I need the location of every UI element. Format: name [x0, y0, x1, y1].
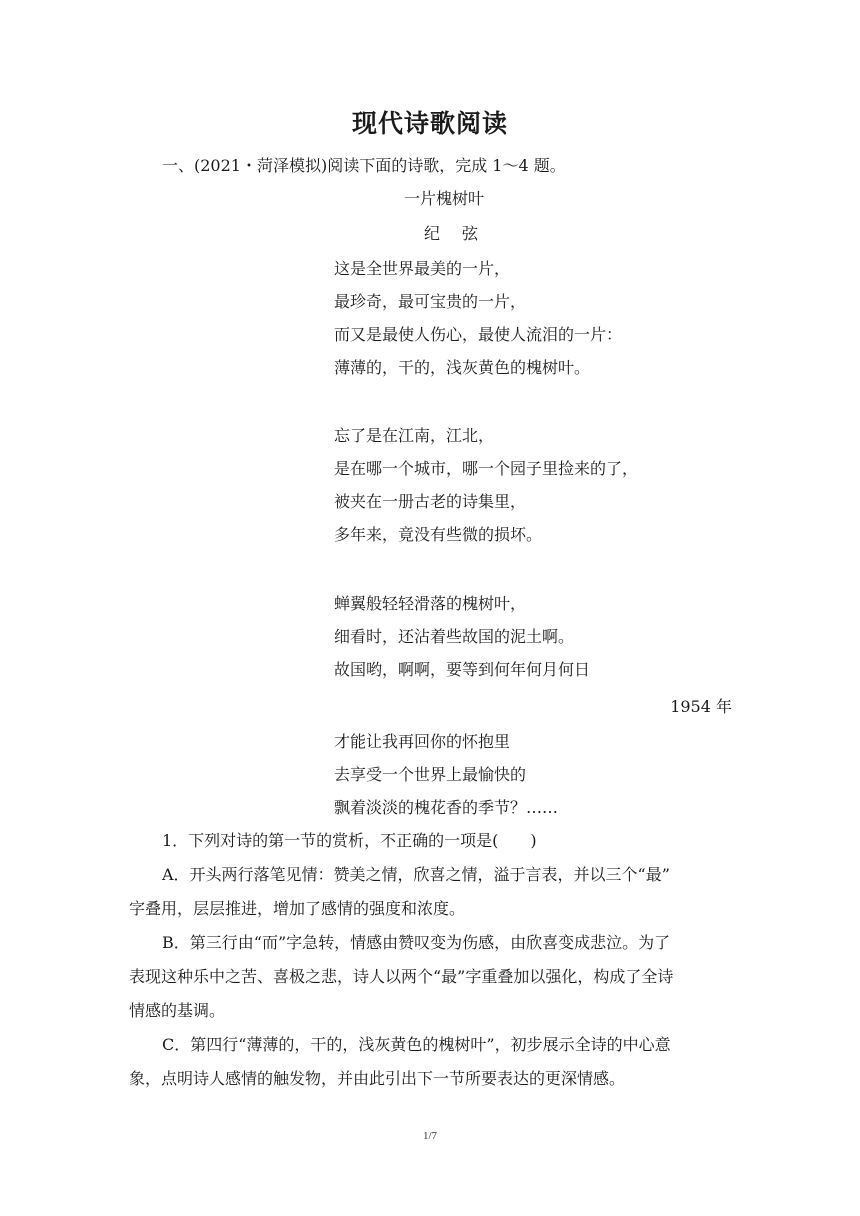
poem-author [424, 222, 478, 246]
poem-line: 薄薄的，干的，浅灰黄色的槐树叶。 [334, 358, 591, 377]
poem-title: 一片槐树叶 [404, 189, 485, 208]
question-intro: 一、(2021・菏泽模拟)阅读下面的诗歌，完成 1～4 题。 [162, 156, 566, 175]
poem-line: 故国哟，啊啊，要等到何年何月何日 [334, 660, 591, 679]
question-stem: 1．下列对诗的第一节的赏析，不正确的一项是( ) [162, 831, 537, 850]
poem-line: 去享受一个世界上最愉快的 [334, 765, 527, 784]
page-number: 1/7 [422, 1130, 438, 1142]
option-b-line: 情感的基调。 [129, 1001, 226, 1020]
poem-line: 才能让我再回你的怀抱里 [334, 732, 511, 751]
option-b-line: 表现这种乐中之苦、喜极之悲，诗人以两个“最”字重叠加以强化，构成了全诗 [129, 967, 674, 986]
poem-line: 这是全世界最美的一片， [334, 259, 511, 278]
option-c-line: C．第四行“薄薄的，干的，浅灰黄色的槐树叶”，初步展示全诗的中心意 [162, 1035, 671, 1054]
option-c-line: 象，点明诗人感情的触发物，并由此引出下一节所要表达的更深情感。 [129, 1069, 626, 1088]
poem-line: 蝉翼般轻轻滑落的槐树叶， [334, 594, 527, 613]
poem-line: 被夹在一册古老的诗集里， [334, 492, 527, 511]
poem-line: 而又是最使人伤心，最使人流泪的一片： [334, 325, 623, 344]
poem-line: 细看时，还沾着些故国的泥土啊。 [334, 627, 575, 646]
poem-line: 忘了是在江南，江北， [334, 426, 495, 445]
option-a-line: A．开头两行落笔见情：赞美之情，欣喜之情，溢于言表，并以三个“最” [162, 865, 670, 884]
poem-year: 1954 年 [670, 697, 732, 716]
author-char-1: 纪 [424, 224, 441, 243]
poem-line: 飘着淡淡的槐花香的季节？…… [334, 798, 559, 817]
poem-line: 是在哪一个城市，哪一个园子里捡来的了， [334, 459, 639, 478]
author-char-2: 弦 [462, 224, 479, 243]
poem-line: 最珍奇，最可宝贵的一片， [334, 292, 527, 311]
option-b-line: B．第三行由“而”字急转，情感由赞叹变为伤感，由欣喜变成悲泣。为了 [162, 933, 671, 952]
option-a-line: 字叠用，层层推进，增加了感情的强度和浓度。 [129, 899, 466, 918]
page-title: 现代诗歌阅读 [351, 109, 508, 138]
poem-line: 多年来，竟没有些微的损坏。 [334, 525, 543, 544]
